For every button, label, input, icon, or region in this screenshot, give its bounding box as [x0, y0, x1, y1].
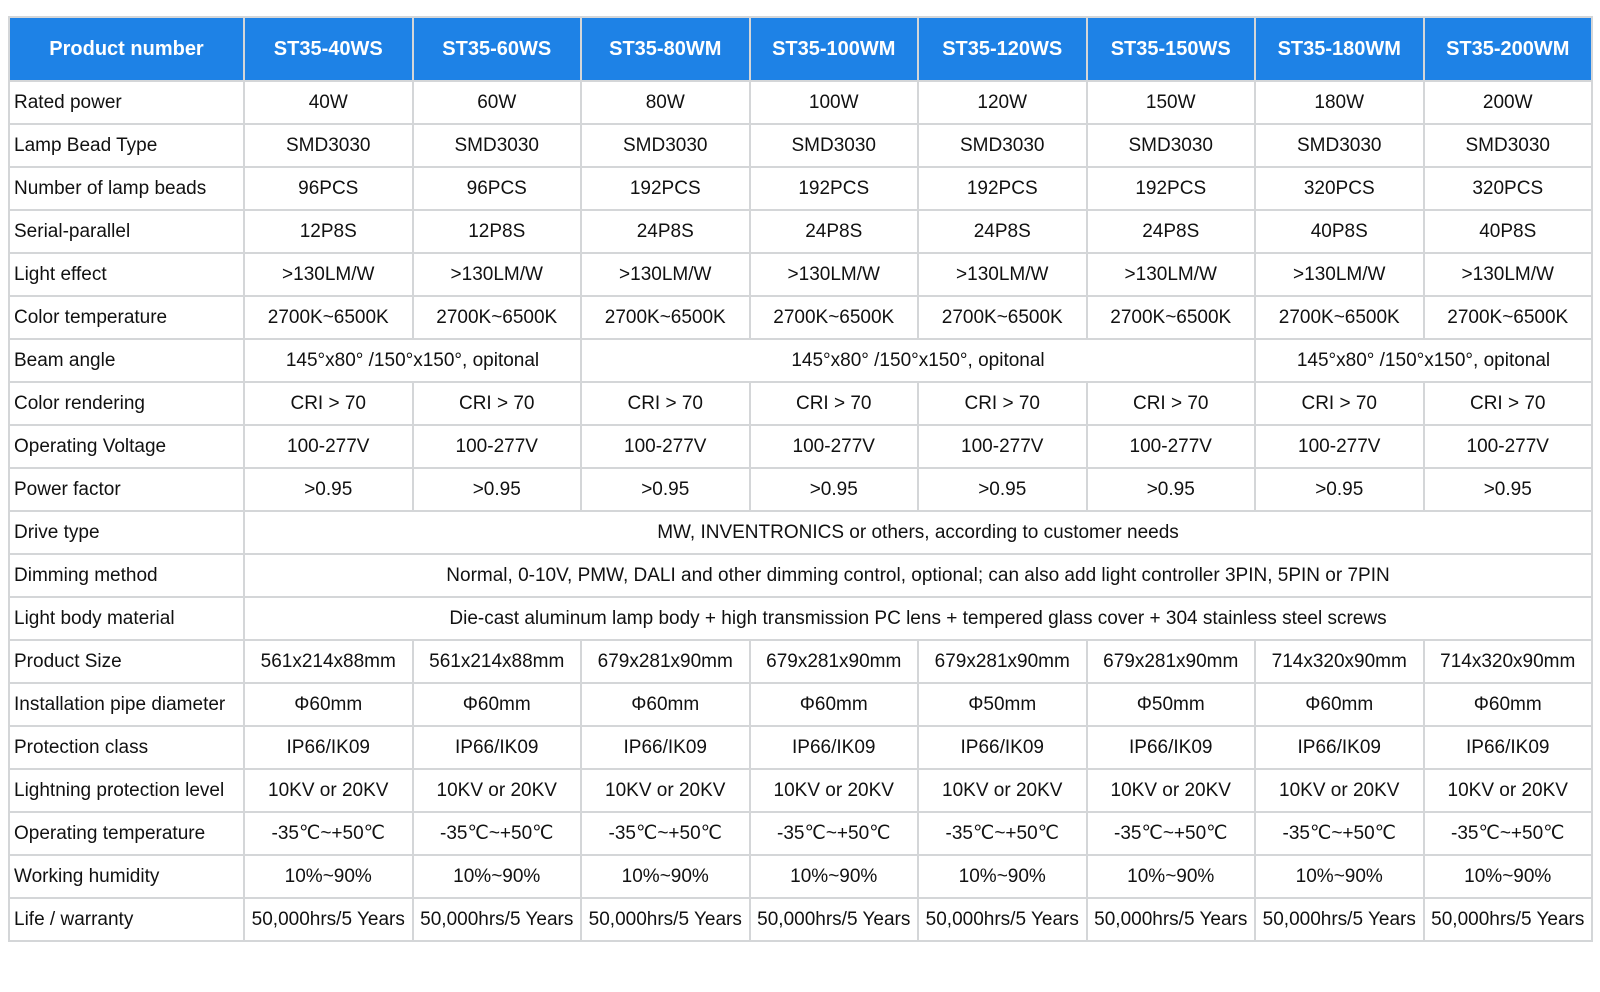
value-cell: 24P8S: [750, 210, 919, 253]
table-row: [9, 167, 1592, 210]
row-label-cell: Beam angle: [9, 339, 244, 382]
value-cell: 50,000hrs/5 Years: [1424, 898, 1593, 941]
row-label-cell: Working humidity: [9, 855, 244, 898]
value-cell: 100-277V: [918, 425, 1087, 468]
value-cell: >0.95: [750, 468, 919, 511]
value-cell: 2700K~6500K: [413, 296, 582, 339]
value-cell: 10%~90%: [750, 855, 919, 898]
value-cell: 50,000hrs/5 Years: [413, 898, 582, 941]
header-product-cell: ST35-40WS: [244, 17, 413, 81]
value-cell: >130LM/W: [413, 253, 582, 296]
row-label-cell: Dimming method: [9, 554, 244, 597]
value-cell: 10KV or 20KV: [581, 769, 750, 812]
value-cell: 24P8S: [918, 210, 1087, 253]
row-label-cell: Lightning protection level: [9, 769, 244, 812]
header-product-cell: ST35-150WS: [1087, 17, 1256, 81]
table-row: [9, 726, 1592, 769]
value-cell: 120W: [918, 81, 1087, 124]
table-row: [9, 855, 1592, 898]
value-cell: >0.95: [413, 468, 582, 511]
value-cell: 180W: [1255, 81, 1424, 124]
value-cell: 2700K~6500K: [1255, 296, 1424, 339]
value-cell: Φ60mm: [413, 683, 582, 726]
value-cell: 714x320x90mm: [1255, 640, 1424, 683]
value-cell: 2700K~6500K: [244, 296, 413, 339]
value-cell: >130LM/W: [1255, 253, 1424, 296]
value-cell: -35℃~+50℃: [581, 812, 750, 855]
row-label-cell: Operating Voltage: [9, 425, 244, 468]
value-cell: 150W: [1087, 81, 1256, 124]
table-row: [9, 124, 1592, 167]
spec-table-header: [9, 17, 1592, 81]
table-row: [9, 468, 1592, 511]
value-cell: IP66/IK09: [1087, 726, 1256, 769]
value-cell: 10%~90%: [1255, 855, 1424, 898]
value-cell: >0.95: [581, 468, 750, 511]
value-cell: 320PCS: [1255, 167, 1424, 210]
table-row: [9, 898, 1592, 941]
header-product-cell: ST35-60WS: [413, 17, 582, 81]
value-cell: 2700K~6500K: [1087, 296, 1256, 339]
row-label-cell: Color temperature: [9, 296, 244, 339]
value-cell: 50,000hrs/5 Years: [750, 898, 919, 941]
value-cell: 561x214x88mm: [244, 640, 413, 683]
value-cell: CRI > 70: [581, 382, 750, 425]
value-cell: 40W: [244, 81, 413, 124]
row-label-cell: Rated power: [9, 81, 244, 124]
value-cell: SMD3030: [244, 124, 413, 167]
value-cell: CRI > 70: [1087, 382, 1256, 425]
value-cell: 50,000hrs/5 Years: [581, 898, 750, 941]
value-cell: 40P8S: [1424, 210, 1593, 253]
value-cell: 145°x80° /150°x150°, opitonal: [1255, 339, 1592, 382]
value-cell: 679x281x90mm: [581, 640, 750, 683]
value-cell: 60W: [413, 81, 582, 124]
value-cell: CRI > 70: [413, 382, 582, 425]
table-row: [9, 554, 1592, 597]
value-cell: 192PCS: [918, 167, 1087, 210]
table-row: [9, 640, 1592, 683]
value-cell: 561x214x88mm: [413, 640, 582, 683]
spec-table-body: [9, 81, 1592, 941]
value-cell: 96PCS: [244, 167, 413, 210]
value-cell: 679x281x90mm: [750, 640, 919, 683]
value-cell: -35℃~+50℃: [750, 812, 919, 855]
value-cell: SMD3030: [750, 124, 919, 167]
value-cell: >130LM/W: [750, 253, 919, 296]
value-cell: 10KV or 20KV: [1424, 769, 1593, 812]
value-cell: >0.95: [244, 468, 413, 511]
value-cell: >130LM/W: [1424, 253, 1593, 296]
table-row: [9, 683, 1592, 726]
value-cell: >0.95: [1424, 468, 1593, 511]
value-cell: SMD3030: [413, 124, 582, 167]
table-row: [9, 769, 1592, 812]
row-label-cell: Lamp Bead Type: [9, 124, 244, 167]
table-row: [9, 253, 1592, 296]
value-cell: 100-277V: [1087, 425, 1256, 468]
value-cell: SMD3030: [1087, 124, 1256, 167]
table-row: [9, 382, 1592, 425]
value-cell: 2700K~6500K: [750, 296, 919, 339]
row-label-cell: Power factor: [9, 468, 244, 511]
row-label-cell: Drive type: [9, 511, 244, 554]
value-cell: SMD3030: [581, 124, 750, 167]
value-cell: >130LM/W: [581, 253, 750, 296]
value-cell: 192PCS: [750, 167, 919, 210]
value-cell: 2700K~6500K: [581, 296, 750, 339]
value-cell: Φ50mm: [1087, 683, 1256, 726]
row-label-cell: Light body material: [9, 597, 244, 640]
value-cell: -35℃~+50℃: [918, 812, 1087, 855]
row-label-cell: Operating temperature: [9, 812, 244, 855]
value-cell: IP66/IK09: [581, 726, 750, 769]
header-product-cell: ST35-180WM: [1255, 17, 1424, 81]
value-cell: 100-277V: [244, 425, 413, 468]
value-cell: 679x281x90mm: [918, 640, 1087, 683]
value-cell: IP66/IK09: [244, 726, 413, 769]
header-label-cell: Product number: [9, 17, 244, 81]
value-cell: -35℃~+50℃: [1087, 812, 1256, 855]
value-cell: -35℃~+50℃: [244, 812, 413, 855]
value-cell: CRI > 70: [244, 382, 413, 425]
table-row: [9, 339, 1592, 382]
header-product-cell: ST35-200WM: [1424, 17, 1593, 81]
value-cell: 10%~90%: [244, 855, 413, 898]
value-cell: 145°x80° /150°x150°, opitonal: [244, 339, 581, 382]
value-cell: >130LM/W: [1087, 253, 1256, 296]
value-cell: 714x320x90mm: [1424, 640, 1593, 683]
row-label-cell: Number of lamp beads: [9, 167, 244, 210]
value-cell: 50,000hrs/5 Years: [1087, 898, 1256, 941]
value-cell: >0.95: [1087, 468, 1256, 511]
value-cell: -35℃~+50℃: [1255, 812, 1424, 855]
value-cell: IP66/IK09: [1424, 726, 1593, 769]
header-row: [9, 17, 1592, 81]
row-label-cell: Product Size: [9, 640, 244, 683]
value-cell: 12P8S: [244, 210, 413, 253]
table-row: [9, 296, 1592, 339]
value-cell: >130LM/W: [244, 253, 413, 296]
value-cell: IP66/IK09: [1255, 726, 1424, 769]
value-cell: 10%~90%: [1424, 855, 1593, 898]
value-cell: CRI > 70: [918, 382, 1087, 425]
value-cell: 10%~90%: [1087, 855, 1256, 898]
value-cell: 192PCS: [1087, 167, 1256, 210]
value-cell: SMD3030: [1424, 124, 1593, 167]
value-cell: CRI > 70: [750, 382, 919, 425]
row-label-cell: Life / warranty: [9, 898, 244, 941]
value-cell: Die-cast aluminum lamp body + high transmission PC lens + tempered glass cover + 304 stainless steel screws: [244, 597, 1592, 640]
value-cell: 12P8S: [413, 210, 582, 253]
value-cell: Φ50mm: [918, 683, 1087, 726]
value-cell: 40P8S: [1255, 210, 1424, 253]
row-label-cell: Protection class: [9, 726, 244, 769]
value-cell: 192PCS: [581, 167, 750, 210]
value-cell: 100-277V: [581, 425, 750, 468]
value-cell: Φ60mm: [1255, 683, 1424, 726]
value-cell: CRI > 70: [1255, 382, 1424, 425]
value-cell: Normal, 0-10V, PMW, DALI and other dimming control, optional; can also add light controller 3PIN, 5PIN or 7PIN: [244, 554, 1592, 597]
row-label-cell: Installation pipe diameter: [9, 683, 244, 726]
value-cell: SMD3030: [918, 124, 1087, 167]
value-cell: Φ60mm: [1424, 683, 1593, 726]
value-cell: 10KV or 20KV: [918, 769, 1087, 812]
header-product-cell: ST35-120WS: [918, 17, 1087, 81]
spec-table: [8, 16, 1593, 942]
table-row: [9, 511, 1592, 554]
value-cell: >130LM/W: [918, 253, 1087, 296]
value-cell: -35℃~+50℃: [413, 812, 582, 855]
value-cell: 100W: [750, 81, 919, 124]
table-row: [9, 812, 1592, 855]
value-cell: 50,000hrs/5 Years: [1255, 898, 1424, 941]
table-row: [9, 425, 1592, 468]
value-cell: 320PCS: [1424, 167, 1593, 210]
value-cell: 100-277V: [413, 425, 582, 468]
value-cell: 145°x80° /150°x150°, opitonal: [581, 339, 1255, 382]
value-cell: 2700K~6500K: [918, 296, 1087, 339]
value-cell: IP66/IK09: [413, 726, 582, 769]
value-cell: >0.95: [918, 468, 1087, 511]
table-row: [9, 597, 1592, 640]
value-cell: 2700K~6500K: [1424, 296, 1593, 339]
value-cell: 10KV or 20KV: [413, 769, 582, 812]
value-cell: >0.95: [1255, 468, 1424, 511]
table-row: [9, 81, 1592, 124]
value-cell: CRI > 70: [1424, 382, 1593, 425]
value-cell: 24P8S: [1087, 210, 1256, 253]
value-cell: 24P8S: [581, 210, 750, 253]
row-label-cell: Serial-parallel: [9, 210, 244, 253]
value-cell: 10KV or 20KV: [1087, 769, 1256, 812]
value-cell: IP66/IK09: [918, 726, 1087, 769]
value-cell: 10%~90%: [413, 855, 582, 898]
row-label-cell: Color rendering: [9, 382, 244, 425]
table-row: [9, 210, 1592, 253]
value-cell: 80W: [581, 81, 750, 124]
row-label-cell: Light effect: [9, 253, 244, 296]
value-cell: IP66/IK09: [750, 726, 919, 769]
value-cell: 10%~90%: [918, 855, 1087, 898]
header-product-cell: ST35-100WM: [750, 17, 919, 81]
value-cell: 100-277V: [750, 425, 919, 468]
value-cell: -35℃~+50℃: [1424, 812, 1593, 855]
value-cell: MW, INVENTRONICS or others, according to customer needs: [244, 511, 1592, 554]
value-cell: 100-277V: [1424, 425, 1593, 468]
value-cell: Φ60mm: [244, 683, 413, 726]
value-cell: 96PCS: [413, 167, 582, 210]
value-cell: Φ60mm: [750, 683, 919, 726]
value-cell: 100-277V: [1255, 425, 1424, 468]
value-cell: SMD3030: [1255, 124, 1424, 167]
value-cell: 50,000hrs/5 Years: [244, 898, 413, 941]
value-cell: 10%~90%: [581, 855, 750, 898]
value-cell: Φ60mm: [581, 683, 750, 726]
header-product-cell: ST35-80WM: [581, 17, 750, 81]
value-cell: 679x281x90mm: [1087, 640, 1256, 683]
value-cell: 10KV or 20KV: [1255, 769, 1424, 812]
value-cell: 200W: [1424, 81, 1593, 124]
value-cell: 10KV or 20KV: [244, 769, 413, 812]
value-cell: 10KV or 20KV: [750, 769, 919, 812]
value-cell: 50,000hrs/5 Years: [918, 898, 1087, 941]
